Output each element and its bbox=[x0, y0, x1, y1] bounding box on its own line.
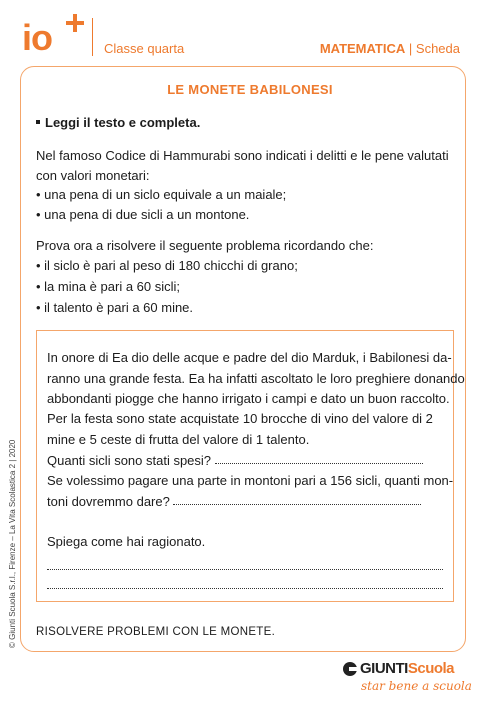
brand-scuola: Scuola bbox=[407, 660, 455, 677]
io-plus-logo bbox=[22, 14, 84, 58]
rule-bullet-1: • il siclo è pari al peso di 180 chicchi di grano; bbox=[36, 258, 298, 273]
class-label: Classe quarta bbox=[104, 41, 185, 56]
brand-giunti: GIUNTI bbox=[360, 660, 408, 677]
giunti-scuola-logo bbox=[343, 660, 473, 696]
giunti-g-icon bbox=[343, 662, 357, 676]
subject-label bbox=[320, 41, 460, 56]
problem-line-5: mine e 5 ceste di frutta del valore di 1 talento. bbox=[47, 432, 310, 447]
answer-2-line[interactable] bbox=[173, 494, 421, 505]
explain-line-2[interactable] bbox=[47, 577, 443, 595]
question-1 bbox=[47, 451, 423, 471]
intro-bullet-1: • una pena di un siclo equivale a un maiale; bbox=[36, 187, 287, 202]
subject-separator: | bbox=[408, 41, 413, 56]
rule-bullet-2: • la mina è pari a 60 sicli; bbox=[36, 279, 181, 294]
question-2-text: toni dovremmo dare? bbox=[47, 494, 170, 509]
instruction bbox=[36, 113, 200, 133]
intro-bullet-2: • una pena di due sicli a un montone. bbox=[36, 207, 250, 222]
problem-line-2: ranno una grande festa. Ea ha infatti ascoltato le loro preghiere donando bbox=[47, 371, 465, 386]
logo-text: io bbox=[22, 17, 52, 58]
brand-name bbox=[360, 660, 454, 677]
brand-tagline: star bene a scuola bbox=[361, 679, 472, 693]
copyright-credit: © Giunti Scuola S.r.l., Firenze – La Vita Scolastica 2 | 2020 bbox=[8, 439, 17, 648]
question-2-line-1: Se volessimo pagare una parte in montoni pari a 156 sicli, quanti mon- bbox=[47, 473, 454, 488]
intro-line-2: con valori monetari: bbox=[36, 168, 150, 183]
rules-intro: Prova ora a risolvere il seguente problema ricordando che: bbox=[36, 238, 374, 253]
square-bullet-icon bbox=[36, 120, 40, 124]
worksheet-title: LE MONETE BABILONESI bbox=[167, 82, 333, 97]
answer-1-line[interactable] bbox=[215, 453, 423, 464]
explain-line-1[interactable] bbox=[47, 558, 443, 576]
problem-line-4: Per la festa sono state acquistate 10 brocche di vino del valore di 2 bbox=[47, 411, 433, 426]
intro-line-1: Nel famoso Codice di Hammurabi sono indicati i delitti e le pene valutati bbox=[36, 148, 449, 163]
problem-line-3: abbondanti piogge che hanno irrigato i campi e dato un buon raccolto. bbox=[47, 391, 450, 406]
subject-name: MATEMATICA bbox=[319, 41, 406, 56]
learning-objective: RISOLVERE PROBLEMI CON LE MONETE. bbox=[36, 626, 276, 638]
problem-line-1: In onore di Ea dio delle acque e padre del dio Marduk, i Babilonesi da- bbox=[47, 350, 452, 365]
instruction-text: Leggi il testo e completa. bbox=[45, 115, 201, 130]
rule-bullet-3: • il talento è pari a 60 mine. bbox=[36, 300, 194, 315]
question-1-text: Quanti sicli sono stati spesi? bbox=[47, 453, 212, 468]
sheet-type: Scheda bbox=[415, 41, 460, 56]
explain-prompt: Spiega come hai ragionato. bbox=[47, 534, 206, 549]
plus-icon bbox=[66, 14, 84, 32]
question-2 bbox=[47, 492, 421, 512]
header-divider bbox=[92, 18, 93, 56]
